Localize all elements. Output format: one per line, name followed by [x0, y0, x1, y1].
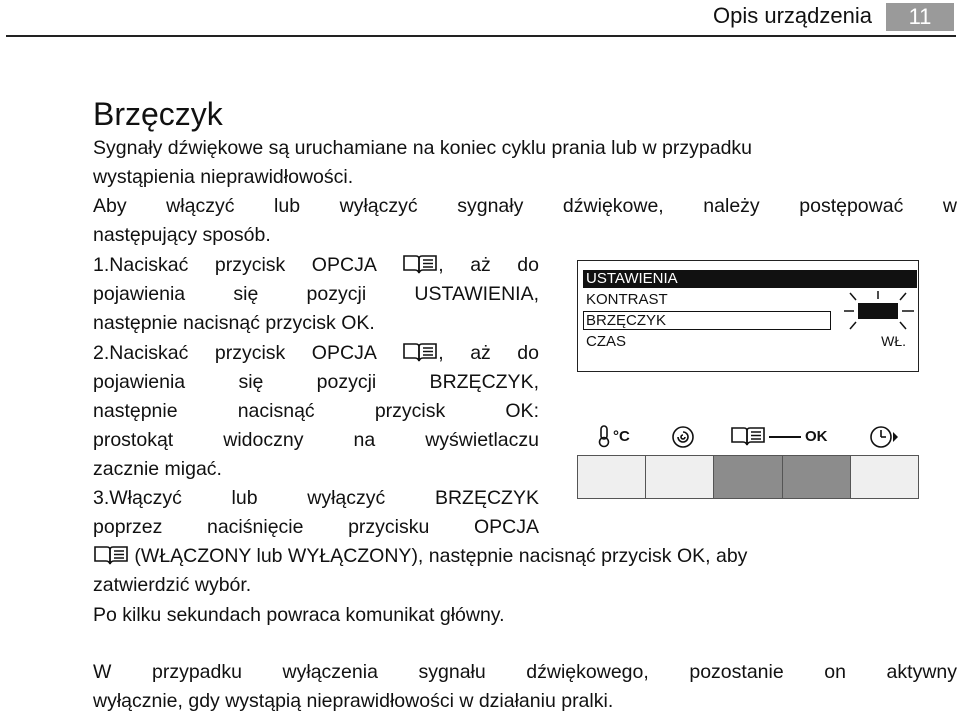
- step1-line-3: następnie nacisnąć przycisk OK.: [93, 312, 375, 334]
- step1-line-1: 1.Naciskać przycisk OPCJA , aż do: [93, 251, 539, 284]
- step1-line-2: pojawienia się pozycji USTAWIENIA,: [93, 283, 539, 305]
- intro-line-2: wystąpienia nieprawidłowości.: [93, 166, 354, 188]
- ok-label: OK: [805, 428, 828, 445]
- note-line-1: W przypadku wyłączenia sygnału dźwiękowego, pozostanie on aktywny: [93, 661, 957, 683]
- indicator-label: WŁ.: [881, 333, 906, 349]
- step3-line-2: poprzez naciśnięcie przycisku OPCJA: [93, 516, 539, 538]
- selection-rectangle: [583, 311, 831, 330]
- option-ok-connector: [769, 436, 801, 438]
- spin-button[interactable]: [646, 456, 714, 498]
- page-number: 11: [886, 3, 954, 31]
- header-divider: [6, 35, 956, 37]
- step2-line-2: pojawienia się pozycji BRZĘCZYK,: [93, 371, 539, 393]
- step2-line-5: zacznie migać.: [93, 458, 222, 480]
- after-text: Po kilku sekundach powraca komunikat główny.: [93, 604, 505, 626]
- menu-item-czas: CZAS: [586, 333, 627, 350]
- intro-line-1: Sygnały dźwiękowe są uruchamiane na koniec cyklu prania lub w przypadku: [93, 137, 753, 159]
- blinking-indicator-icon: [844, 289, 914, 335]
- delay-start-icon: [870, 425, 900, 454]
- step3-line-3: (WŁĄCZONY lub WYŁĄCZONY), następnie nacisnąć przycisk OK, aby: [93, 542, 957, 575]
- page-header: [0, 0, 960, 36]
- step2-line-3: następnie nacisnąć przycisk OK:: [93, 400, 539, 422]
- menu-item-kontrast: KONTRAST: [586, 291, 668, 308]
- control-panel-icons: [577, 420, 919, 454]
- option-book-icon: [730, 425, 766, 452]
- menu-item-brzeczyk: BRZĘCZYK: [586, 312, 667, 329]
- page-title: Brzęczyk: [93, 96, 223, 132]
- section-title: Opis urządzenia: [713, 3, 872, 28]
- ok-button[interactable]: [783, 456, 851, 498]
- intro-line-4: następujący sposób.: [93, 224, 271, 246]
- lcd-display: [577, 260, 919, 372]
- step3-line-1: 3.Włączyć lub wyłączyć BRZĘCZYK: [93, 487, 539, 509]
- spin-icon: [671, 425, 695, 454]
- thermometer-icon: [597, 424, 611, 453]
- intro-line-3: Aby włączyć lub wyłączyć sygnały dźwiękowe, należy postępować w: [93, 195, 957, 217]
- menu-item-ustawienia: USTAWIENIA: [583, 270, 917, 288]
- temperature-button[interactable]: [578, 456, 646, 498]
- temp-unit-label: °C: [613, 428, 630, 445]
- note-line-2: wyłącznie, gdy wystąpią nieprawidłowości w działaniu pralki.: [93, 690, 614, 712]
- step3-line-4: zatwierdzić wybór.: [93, 574, 252, 596]
- option-button[interactable]: [714, 456, 782, 498]
- step2-line-1: 2.Naciskać przycisk OPCJA , aż do: [93, 339, 539, 372]
- delay-start-button[interactable]: [851, 456, 918, 498]
- control-panel-buttons: [577, 455, 919, 499]
- step2-line-4: prostokąt widoczny na wyświetlaczu: [93, 429, 539, 451]
